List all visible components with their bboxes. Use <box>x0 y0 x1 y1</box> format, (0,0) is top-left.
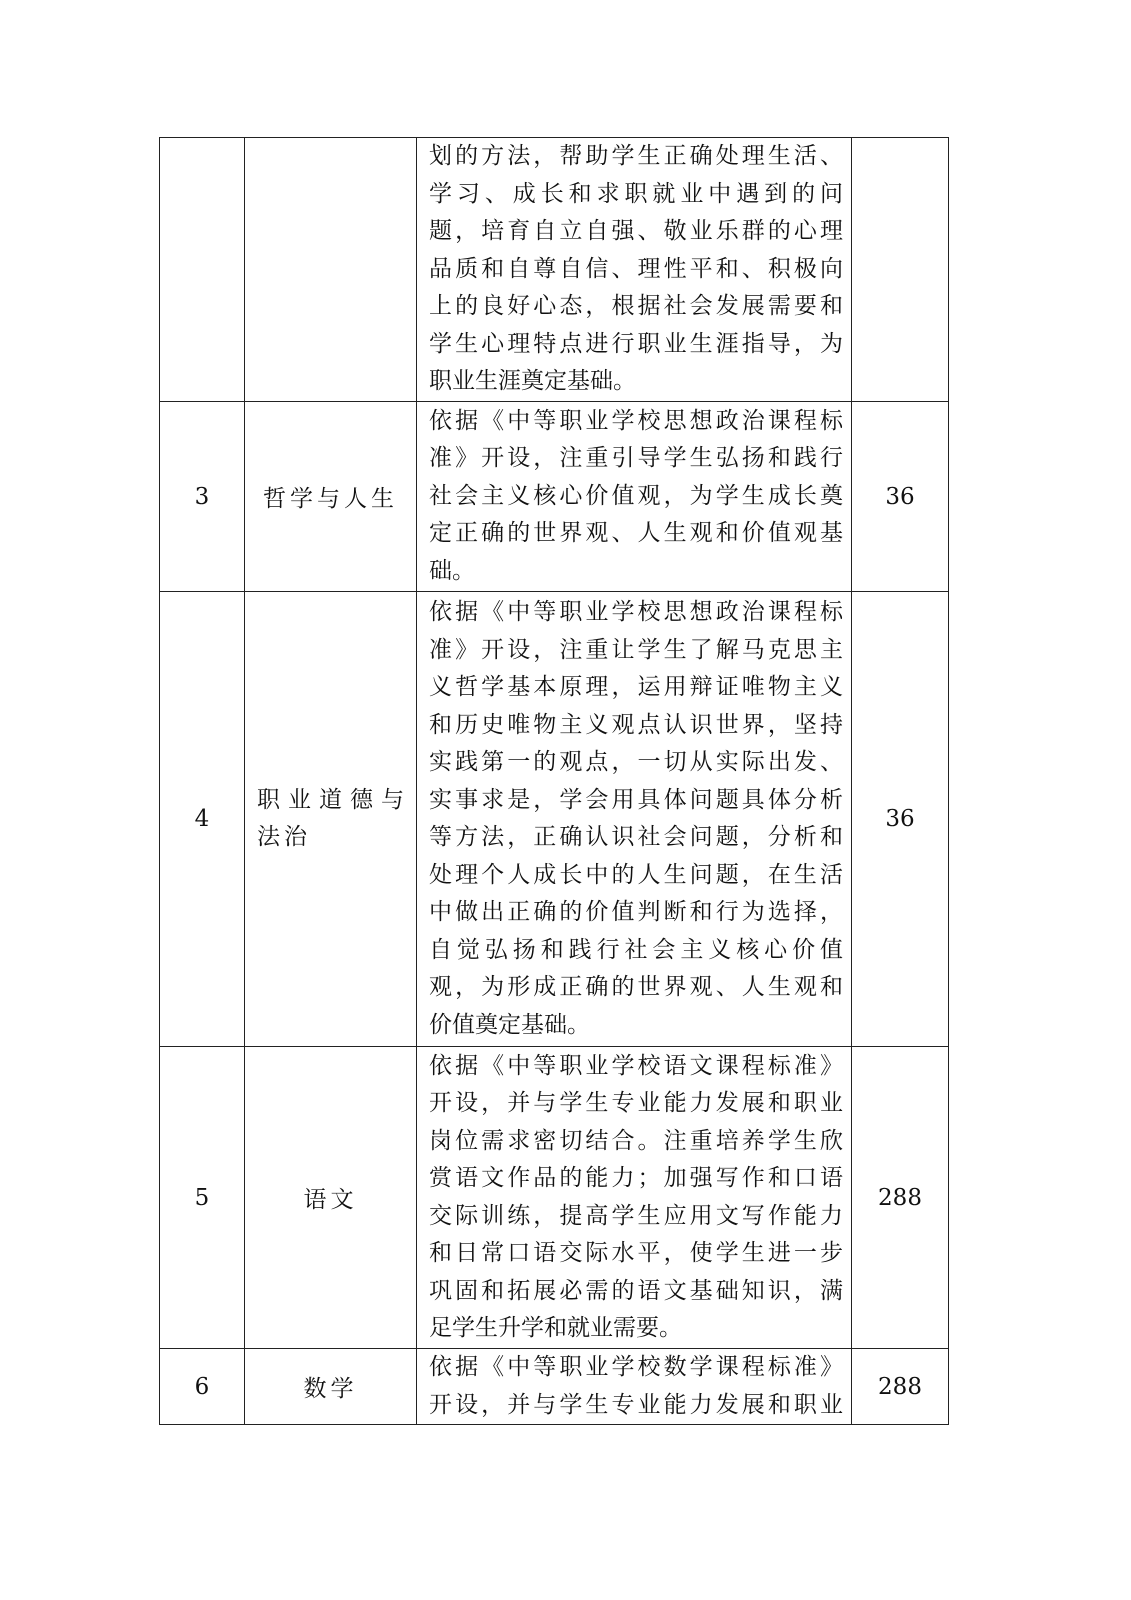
course-name: 哲学与人生 <box>245 402 417 592</box>
description-line: 交际训练，提高学生应用文写作能力 <box>429 1202 843 1229</box>
description-line: 和历史唯物主义观点认识世界，坚持 <box>429 711 843 738</box>
table-row <box>160 592 949 1047</box>
description-line: 实事求是，学会用具体问题具体分析 <box>429 786 843 813</box>
description-line: 依据《中等职业学校数学课程标准》 <box>429 1354 843 1380</box>
description-line: 社会主义核心价值观，为学生成长奠 <box>429 482 843 509</box>
description-line: 依据《中等职业学校思想政治课程标 <box>429 599 843 625</box>
description-line: 开设，并与学生专业能力发展和职业 <box>429 1391 843 1418</box>
course-number: 4 <box>160 592 245 1047</box>
course-hours <box>852 138 949 402</box>
description-line: 处理个人成长中的人生问题，在生活 <box>429 861 843 888</box>
course-description <box>417 1047 852 1349</box>
table-row <box>160 138 949 402</box>
description-line: 义哲学基本原理，运用辩证唯物主义 <box>429 674 843 700</box>
description-line: 依据《中等职业学校思想政治课程标 <box>429 407 843 434</box>
course-hours: 288 <box>852 1349 949 1425</box>
course-name: 数学 <box>245 1349 417 1425</box>
table-row <box>160 402 949 592</box>
course-hours: 36 <box>852 592 949 1047</box>
description-line: 赏语文作品的能力；加强写作和口语 <box>429 1165 843 1191</box>
description-line: 准》开设，注重引导学生弘扬和践行 <box>429 445 843 472</box>
description-line: 划的方法，帮助学生正确处理生活、 <box>429 143 843 170</box>
table-row <box>160 1047 949 1349</box>
description-line: 和日常口语交际水平，使学生进一步 <box>429 1240 843 1266</box>
course-name <box>245 138 417 402</box>
description-line: 自觉弘扬和践行社会主义核心价值 <box>429 936 843 963</box>
course-description <box>417 402 852 592</box>
course-number <box>160 138 245 402</box>
table-row <box>160 1349 949 1425</box>
description-line: 职业生涯奠定基础。 <box>429 368 636 395</box>
description-line: 价值奠定基础。 <box>429 1011 590 1038</box>
description-line: 准》开设，注重让学生了解马克思主 <box>429 636 843 663</box>
description-line: 岗位需求密切结合。注重培养学生欣 <box>429 1127 843 1154</box>
course-number: 3 <box>160 402 245 592</box>
description-line: 等方法，正确认识社会问题，分析和 <box>429 824 843 850</box>
course-number: 6 <box>160 1349 245 1425</box>
course-description <box>417 138 852 402</box>
course-name: 职业道德与法治 <box>245 592 417 1047</box>
course-description <box>417 592 852 1047</box>
course-hours: 36 <box>852 402 949 592</box>
description-line: 品质和自尊自信、理性平和、积极向 <box>429 255 843 282</box>
course-hours: 288 <box>852 1047 949 1349</box>
description-line: 定正确的世界观、人生观和价值观基 <box>429 520 843 547</box>
description-line: 足学生升学和就业需要。 <box>429 1315 682 1341</box>
description-line: 开设，并与学生专业能力发展和职业 <box>429 1090 843 1116</box>
course-name: 语文 <box>245 1047 417 1349</box>
description-line: 题，培育自立自强、敬业乐群的心理 <box>429 218 843 245</box>
description-line: 依据《中等职业学校语文课程标准》 <box>429 1052 843 1079</box>
course-number: 5 <box>160 1047 245 1349</box>
description-line: 观，为形成正确的世界观、人生观和 <box>429 974 843 1000</box>
description-line: 中做出正确的价值判断和行为选择， <box>429 899 843 925</box>
description-line: 础。 <box>429 557 475 584</box>
course-description <box>417 1349 852 1425</box>
course-table <box>159 137 949 1425</box>
description-line: 巩固和拓展必需的语文基础知识，满 <box>429 1277 843 1304</box>
description-line: 学生心理特点进行职业生涯指导，为 <box>429 330 843 357</box>
description-line: 实践第一的观点，一切从实际出发、 <box>429 749 843 775</box>
description-line: 上的良好心态，根据社会发展需要和 <box>429 293 843 320</box>
description-line: 学习、成长和求职就业中遇到的问 <box>429 180 843 207</box>
